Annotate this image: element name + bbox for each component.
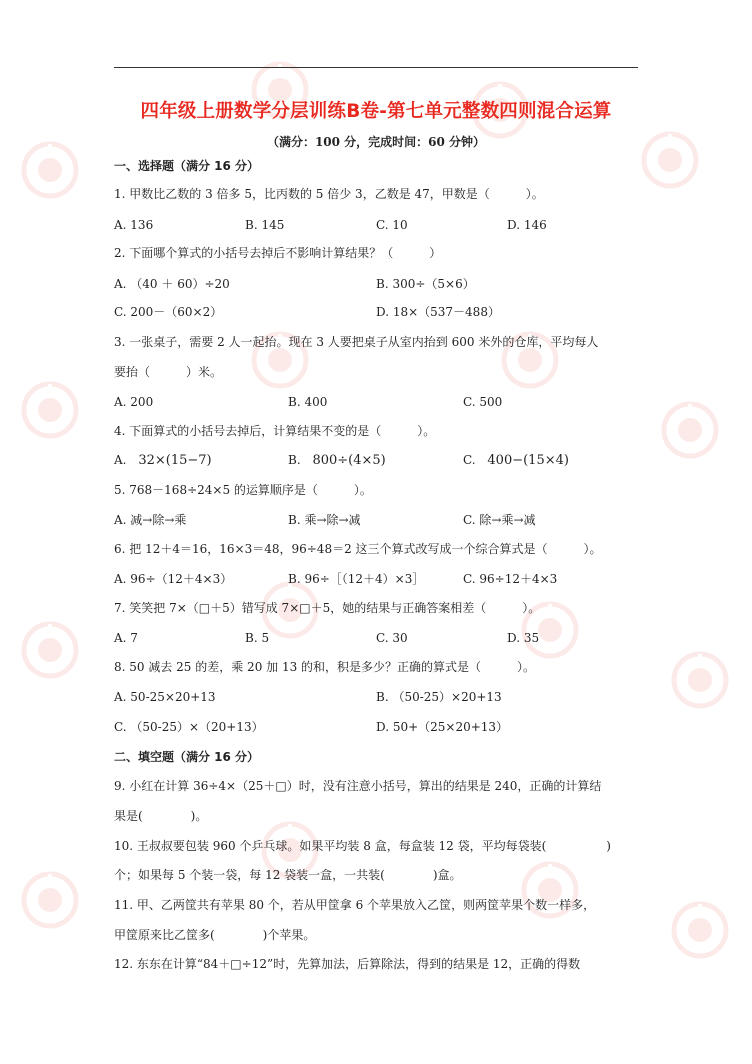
question-9-line-2: 果是( )。	[114, 809, 208, 823]
question-2: 2. 下面哪个算式的小括号去掉后不影响计算结果？（ ）	[114, 246, 442, 260]
q2-option-b: B. 300÷（5×6）	[376, 277, 475, 291]
q7-option-d: D. 35	[507, 631, 540, 645]
q4-option-a	[114, 452, 212, 469]
q3-option-b: B. 400	[288, 395, 328, 409]
question-3-line-1: 3. 一张桌子，需要 2 人一起抬。现在 3 人要把桌子从室内抬到 600 米外的仓库，平均每人	[114, 335, 599, 349]
q2-option-a: A. （40 ＋ 60）÷20	[114, 277, 230, 291]
header-rule	[114, 67, 638, 68]
q8-option-a: A. 50-25×20+13	[114, 690, 216, 704]
watermark-logo-icon	[660, 400, 720, 464]
question-6: 6. 把 12＋4＝16，16×3＝48，96÷48＝2 这三个算式改写成一个综合算式是（ ）。	[114, 542, 602, 556]
q4-option-c-expr: 400−(15×4)	[487, 453, 569, 468]
q1-option-a: A. 136	[114, 218, 154, 232]
section-heading-fill: 二、填空题（满分 16 分）	[114, 750, 260, 764]
question-5: 5. 768－168÷24×5 的运算顺序是（ ）。	[114, 483, 372, 497]
question-11-line-1: 11. 甲、乙两筐共有苹果 80 个，若从甲筐拿 6 个苹果放入乙筐，则两筐苹果个数一样多，	[114, 898, 596, 912]
watermark-logo-icon	[520, 860, 580, 924]
question-10-line-1: 10. 王叔叔要包装 960 个乒乓球。如果平均装 8 盒，每盒装 12 袋，平均每袋装( )	[114, 839, 611, 853]
q2-option-c: C. 200－（60×2）	[114, 305, 223, 319]
q1-option-d: D. 146	[507, 218, 547, 232]
q8-option-b: B. （50-25）×20+13	[376, 690, 502, 704]
q7-option-a: A. 7	[114, 631, 138, 645]
q8-option-c: C. （50-25）×（20+13）	[114, 720, 264, 734]
q4-option-a-label: A.	[114, 453, 127, 467]
watermark-logo-icon	[670, 900, 730, 964]
question-12: 12. 东东在计算“84＋□÷12”时，先算加法，后算除法，得到的结果是 12，正确的得数	[114, 957, 581, 971]
watermark-logo-icon	[20, 870, 80, 934]
question-10-line-2: 个；如果每 5 个装一袋，每 12 袋装一盒，一共装( )盒。	[114, 868, 462, 882]
watermark-logo-icon	[20, 380, 80, 444]
q4-option-b-label: B.	[288, 453, 301, 467]
question-11-line-2: 甲筐原来比乙筐多( )个苹果。	[114, 928, 316, 942]
q6-option-c: C. 96÷12＋4×3	[463, 572, 558, 586]
q6-option-a: A. 96÷（12＋4×3）	[114, 572, 233, 586]
question-7: 7. 笑笑把 7×（□＋5）错写成 7×□＋5，她的结果与正确答案相差（ ）。	[114, 601, 541, 615]
q7-option-c: C. 30	[376, 631, 408, 645]
q3-option-a: A. 200	[114, 395, 154, 409]
q8-option-d: D. 50+（25×20+13）	[376, 720, 509, 734]
page-subtitle: （满分：100 分，完成时间：60 分钟）	[266, 135, 486, 149]
question-9-line-1: 9. 小红在计算 36÷4×（25＋□）时，没有注意小括号，算出的结果是 240，正确的计算结	[114, 779, 602, 793]
watermark-logo-icon	[20, 620, 80, 684]
q4-option-b-expr: 800÷(4×5)	[312, 453, 386, 468]
q1-option-c: C. 10	[376, 218, 408, 232]
watermark-logo-icon	[670, 650, 730, 714]
q6-option-b: B. 96÷［（12＋4）×3］	[288, 572, 425, 586]
question-1: 1. 甲数比乙数的 3 倍多 5，比丙数的 5 倍少 3，乙数是 47，甲数是（ ）。	[114, 187, 544, 201]
q4-option-b	[288, 452, 386, 469]
question-4: 4. 下面算式的小括号去掉后，计算结果不变的是（ ）。	[114, 424, 436, 438]
q5-option-b: B. 乘→除→减	[288, 513, 361, 527]
q4-option-a-expr: 32×(15−7)	[138, 453, 212, 468]
q2-option-d: D. 18×（537－488）	[376, 305, 500, 319]
q7-option-b: B. 5	[245, 631, 270, 645]
q1-option-b: B. 145	[245, 218, 285, 232]
q5-option-a: A. 减→除→乘	[114, 513, 187, 527]
page-title: 四年级上册数学分层训练B卷-第七单元整数四则混合运算	[140, 101, 612, 122]
q4-option-c-label: C.	[463, 453, 476, 467]
q3-option-c: C. 500	[463, 395, 503, 409]
question-3-line-2: 要抬（ ）米。	[114, 365, 223, 379]
q4-option-c	[463, 452, 569, 469]
q5-option-c: C. 除→乘→减	[463, 513, 536, 527]
question-8: 8. 50 减去 25 的差，乘 20 加 13 的和，积是多少？正确的算式是（ ）。	[114, 660, 536, 674]
section-heading-choice: 一、选择题（满分 16 分）	[114, 159, 260, 173]
